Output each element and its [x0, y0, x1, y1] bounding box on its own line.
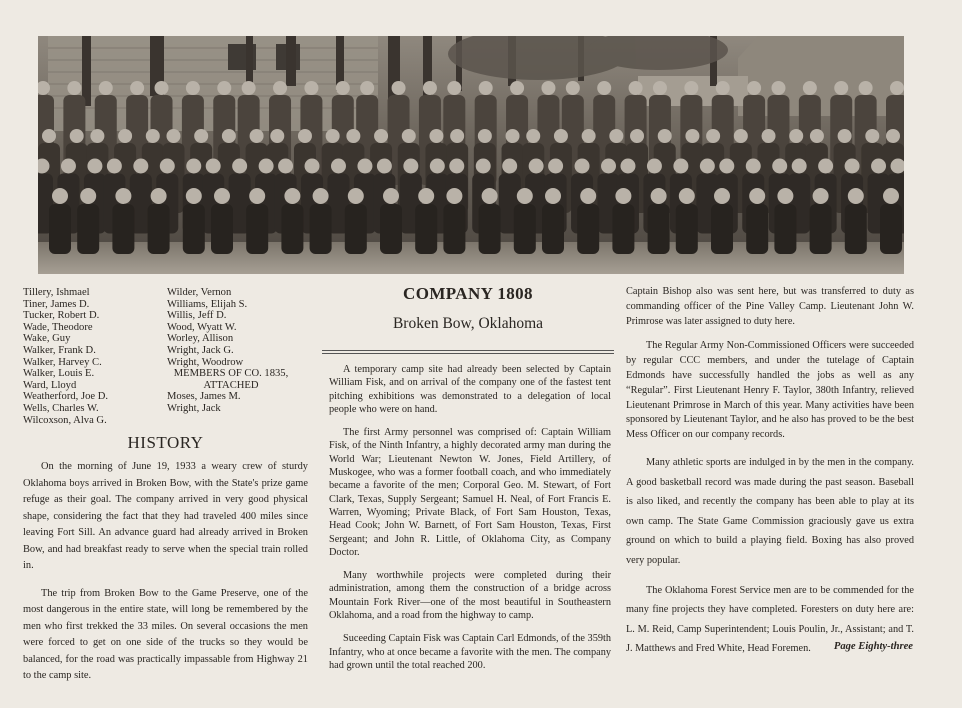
- photo-person-head: [360, 81, 374, 95]
- photo-person-head: [479, 81, 493, 95]
- photo-person-head: [890, 81, 904, 95]
- photo-person-head: [886, 129, 900, 143]
- photo-person-head: [834, 81, 848, 95]
- photo-person-head: [582, 129, 596, 143]
- photo-person-head: [232, 159, 247, 174]
- photo-person-head: [429, 129, 443, 143]
- photo-person-head: [651, 188, 667, 204]
- photo-person-head: [383, 188, 399, 204]
- photo-person-body: [612, 204, 634, 254]
- photo-person-body: [281, 204, 303, 254]
- photo-person-head: [548, 159, 563, 174]
- photo-person-head: [734, 129, 748, 143]
- photo-person-head: [777, 188, 793, 204]
- photo-person-head: [418, 188, 434, 204]
- photo-person-body: [479, 204, 501, 254]
- photo-person-head: [194, 129, 208, 143]
- photo-person-head: [217, 81, 231, 95]
- photo-person-head: [430, 159, 445, 174]
- photo-person-body: [514, 204, 536, 254]
- company-column: [329, 363, 611, 672]
- company-paragraph-1: A temporary camp site had already been selected by Captain William Fisk, and on arrival of the company one of the fastest tent pitching exhibitions was demonstrated to a delegation of local people who were on hand.: [329, 364, 611, 415]
- photo-person-body: [345, 204, 367, 254]
- photo-person-head: [206, 159, 221, 174]
- photo-person-head: [403, 159, 418, 174]
- history-column: [23, 459, 308, 685]
- photo-person-head: [526, 129, 540, 143]
- right-column: [626, 285, 914, 659]
- photo-person-head: [630, 129, 644, 143]
- history-paragraph-2: The trip from Broken Bow to the Game Preserve, one of the most dangerous in the entire state, will long be remembered by the men who first trekked the 33 miles. On several occasions the men were forced to get on one side of the trucks so they would be balanced, for the road was practically impassable from Highway 21 to the camp site.: [23, 587, 308, 681]
- roster-name: Ward, Lloyd: [23, 379, 77, 391]
- photo-person-head: [70, 129, 84, 143]
- photo-person-head: [859, 81, 873, 95]
- photo-person-head: [482, 188, 498, 204]
- roster-name: Weatherford, Joe D.: [23, 391, 109, 403]
- company-paragraph-3: Many worthwhile projects were completed during their administration, among them the construction of a bridge across Mountain Fork River—one of the most beautiful in Southeastern Oklahoma, and a road from the highway to camp.: [329, 570, 611, 622]
- photo-person-head: [447, 81, 461, 95]
- photo-person-head: [803, 81, 817, 95]
- photo-person-body: [711, 204, 733, 254]
- photo-person-head: [242, 81, 256, 95]
- roster-name: Wake, Guy: [23, 333, 71, 345]
- title-rule-top: [322, 350, 614, 351]
- history-heading: HISTORY: [127, 433, 204, 452]
- attached-heading-line2: ATTACHED: [203, 379, 259, 391]
- photo-person-head: [130, 81, 144, 95]
- photo-person-head: [449, 159, 464, 174]
- photo-person-head: [541, 81, 555, 95]
- photo-person-head: [52, 188, 68, 204]
- company-paragraph-2: The first Army personnel was comprised of: Captain William Fisk, of the Ninth Infantry, a highly decorated army man during the World War; Lieutenant Newton W. Jones, Field Artillery, of Muskogee, who was a former football coach, and who immediately became a favorite of the men; Corporal Geo. M. Stewart, of Fort Clark, Texas, Supply Sergeant; Samuel H. Neal, of Fort Francis E. Warren, Wyoming; Private Black, of Fort Sam Houston, Texas, Head Cook; John W. Barnett, of Fort Sam Houston, Texas, First Sergeant; and John R. Little, of Oklahoma City, as Company Doctor.: [329, 427, 611, 558]
- photo-person-head: [357, 159, 372, 174]
- roster-name: Tillery, Ishmael: [23, 287, 90, 298]
- photo-person-body: [845, 204, 867, 254]
- photo-person-head: [719, 159, 734, 174]
- photo-person-head: [305, 159, 320, 174]
- right-paragraph-2: The Regular Army Non-Commissioned Officers were succeeded by regular CCC members, and under the tutelage of Captain Edmonds have successfully handled the jobs as well as any “Regular”. First Lieutenant Henry F. Taylor, 380th Infantry, relieved Lieutenant Primrose in March of this year. Many activities have been sponsored by Lieutenant Taylor, and he also has proved to be the best Mess Officer on our company records.: [626, 340, 914, 441]
- photo-person-head: [402, 129, 416, 143]
- history-paragraph-1: On the morning of June 19, 1933 a weary crew of sturdy Oklahoma boys arrived in Broken Bow, with the State's prize game refuge as their goal. The company arrived in very good physical shape, considering the fact that they had traveled 400 miles since leaving Fort Sill. An advance guard had already arrived in Broken Bow, and had breakfast ready to serve when the special train rolled in.: [23, 461, 308, 571]
- photo-person-head: [446, 188, 462, 204]
- photo-person-head: [620, 159, 635, 174]
- photo-person-head: [476, 159, 491, 174]
- roster-name: Wade, Theodore: [23, 321, 93, 333]
- photo-person-head: [762, 129, 776, 143]
- photo-person-head: [510, 81, 524, 95]
- roster-name: Walker, Louis E.: [23, 368, 95, 380]
- photo-person-head: [115, 188, 131, 204]
- photo-person-body: [577, 204, 599, 254]
- photo-person-body: [880, 204, 902, 254]
- photo-person-head: [883, 188, 899, 204]
- photo-person-body: [774, 204, 796, 254]
- photo-person-head: [792, 159, 807, 174]
- photo-person-head: [336, 81, 350, 95]
- title-rule-bottom: [322, 353, 614, 354]
- photo-person-body: [183, 204, 205, 254]
- photo-person-body: [246, 204, 268, 254]
- photo-person-head: [450, 129, 464, 143]
- photo-person-head: [865, 129, 879, 143]
- photo-person-head: [749, 188, 765, 204]
- photo-person-head: [871, 159, 886, 174]
- photo-person-head: [155, 81, 169, 95]
- photo-person-head: [67, 81, 81, 95]
- photo-person-head: [747, 81, 761, 95]
- photo-person-head: [615, 188, 631, 204]
- photo-person-head: [580, 188, 596, 204]
- photo-person-head: [374, 129, 388, 143]
- photo-person-head: [629, 81, 643, 95]
- photo-person-body: [542, 204, 564, 254]
- photo-person-body: [810, 204, 832, 254]
- company-group-photo: [38, 36, 904, 274]
- photo-person-head: [166, 129, 180, 143]
- photo-person-head: [61, 159, 76, 174]
- roster-name: Wright, Jack: [167, 402, 221, 414]
- photo-person-head: [771, 81, 785, 95]
- photo-person-head: [529, 159, 544, 174]
- right-paragraph-4: The Oklahoma Forest Service men are to be commended for the many fine projects they have completed. Foresters on duty here are: L. M. Reid, Camp Superintendent; Louis Poulin, Jr., Assistant; and T. J. Matthews and Fred White, Head Foremen.: [626, 584, 914, 655]
- photo-person-head: [284, 188, 300, 204]
- roster-name: Tiner, James D.: [23, 298, 90, 310]
- photo-person-head: [845, 159, 860, 174]
- photo-person-body: [746, 204, 768, 254]
- photo-person-head: [517, 188, 533, 204]
- right-paragraph-3: Many athletic sports are indulged in by the men in the company. A good basketball record was made during the past season. Baseball is also liked, and recently the company has been able to play at its own camp. The State Game Commission graciously gave us extra ground on which to build a playing field. Boxing has also proved very popular.: [626, 456, 914, 566]
- photo-person-head: [259, 159, 274, 174]
- photo-person-head: [298, 129, 312, 143]
- photo-person-head: [118, 129, 132, 143]
- photo-person-head: [392, 81, 406, 95]
- photo-person-head: [478, 129, 492, 143]
- photo-person-body: [112, 204, 134, 254]
- attached-heading-line1: MEMBERS OF CO. 1835,: [173, 368, 289, 380]
- photo-person-head: [575, 159, 590, 174]
- company-title: COMPANY 1808: [403, 284, 533, 303]
- right-paragraph-1: Captain Bishop also was sent here, but was transferred to duty as commanding officer of the Pine Valley Camp. Lieutenant John W. Primrose was later assigned to duty here.: [626, 286, 914, 327]
- photo-person-body: [310, 204, 332, 254]
- photo-person-body: [443, 204, 465, 254]
- photo-person-head: [653, 81, 667, 95]
- photo-person-head: [772, 159, 787, 174]
- photo-person-head: [789, 129, 803, 143]
- photo-person-head: [151, 188, 167, 204]
- photo-person-head: [658, 129, 672, 143]
- roster-list-right-main: [167, 287, 307, 368]
- photo-person-head: [90, 129, 104, 143]
- photo-person-body: [49, 204, 71, 254]
- photo-person-body: [148, 204, 170, 254]
- photo-person-head: [746, 159, 761, 174]
- photo-person-head: [326, 129, 340, 143]
- photo-person-head: [714, 188, 730, 204]
- roster-name: Wilder, Vernon: [167, 287, 232, 298]
- photo-person-head: [160, 159, 175, 174]
- roster-name: Moses, James M.: [167, 391, 241, 403]
- photo-person-head: [42, 129, 56, 143]
- photo-person-head: [80, 188, 96, 204]
- photo-person-body: [676, 204, 698, 254]
- roster-name: Wells, Charles W.: [23, 402, 99, 414]
- photo-person-head: [566, 81, 580, 95]
- photo-person-head: [270, 129, 284, 143]
- photo-person-head: [250, 129, 264, 143]
- photo-person-head: [214, 188, 230, 204]
- photo-person-head: [133, 159, 148, 174]
- photo-person-head: [810, 129, 824, 143]
- roster-name: Worley, Allison: [167, 333, 234, 345]
- photo-person-head: [506, 129, 520, 143]
- photo-person-head: [331, 159, 346, 174]
- photo-person-head: [609, 129, 623, 143]
- roster-name: Wright, Jack G.: [167, 344, 234, 356]
- photo-person-head: [502, 159, 517, 174]
- photo-person-body: [415, 204, 437, 254]
- roster-name: Wood, Wyatt W.: [167, 321, 237, 333]
- photo-person-head: [186, 81, 200, 95]
- photo-person-head: [107, 159, 122, 174]
- photo-person-head: [597, 81, 611, 95]
- photo-person-head: [818, 159, 833, 174]
- photo-person-head: [545, 188, 561, 204]
- roster-name: Williams, Elijah S.: [167, 298, 248, 310]
- roster-name: Willis, Jeff D.: [167, 310, 227, 322]
- photo-person-head: [647, 159, 662, 174]
- photo-person-head: [673, 159, 688, 174]
- photo-person-body: [211, 204, 233, 254]
- photo-person-head: [146, 129, 160, 143]
- photo-person-head: [813, 188, 829, 204]
- group-photo-image: [38, 36, 904, 274]
- photo-person-head: [700, 159, 715, 174]
- roster-name: Walker, Harvey C.: [23, 356, 102, 368]
- photo-person-head: [716, 81, 730, 95]
- photo-person-body: [77, 204, 99, 254]
- company-paragraph-4: Suceeding Captain Fisk was Captain Carl Edmonds, of the 359th Infantry, who at once became a favorite with the men. The company had grown until the total reached 200.: [329, 633, 611, 671]
- roster-name: Tucker, Robert D.: [23, 310, 100, 322]
- photo-person-head: [601, 159, 616, 174]
- photo-person-head: [304, 81, 318, 95]
- roster-name: Walker, Frank D.: [23, 344, 96, 356]
- photo-person-head: [554, 129, 568, 143]
- company-location: Broken Bow, Oklahoma: [392, 315, 544, 332]
- photo-person-head: [706, 129, 720, 143]
- roster-list-right: [167, 287, 307, 415]
- page-number: Page Eighty-three: [833, 641, 913, 652]
- photo-person-head: [423, 81, 437, 95]
- photo-person-head: [348, 188, 364, 204]
- photo-person-head: [838, 129, 852, 143]
- photo-person-head: [346, 129, 360, 143]
- photo-person-head: [377, 159, 392, 174]
- photo-person-head: [685, 129, 699, 143]
- photo-person-head: [313, 188, 329, 204]
- roster-list-left: [23, 287, 153, 426]
- photo-person-head: [87, 159, 102, 174]
- photo-person-body: [380, 204, 402, 254]
- photo-person-head: [848, 188, 864, 204]
- photo-person-head: [684, 81, 698, 95]
- roster-name: Wright, Woodrow: [167, 356, 244, 368]
- photo-person-head: [186, 159, 201, 174]
- photo-person-head: [186, 188, 202, 204]
- photo-person-head: [679, 188, 695, 204]
- roster-list-attached: [167, 391, 307, 414]
- photo-person-head: [278, 159, 293, 174]
- photo-person-head: [222, 129, 236, 143]
- photo-person-head: [99, 81, 113, 95]
- photo-person-head: [249, 188, 265, 204]
- roster-name: Wilcoxson, Alva G.: [23, 414, 107, 426]
- photo-person-body: [648, 204, 670, 254]
- photo-person-head: [273, 81, 287, 95]
